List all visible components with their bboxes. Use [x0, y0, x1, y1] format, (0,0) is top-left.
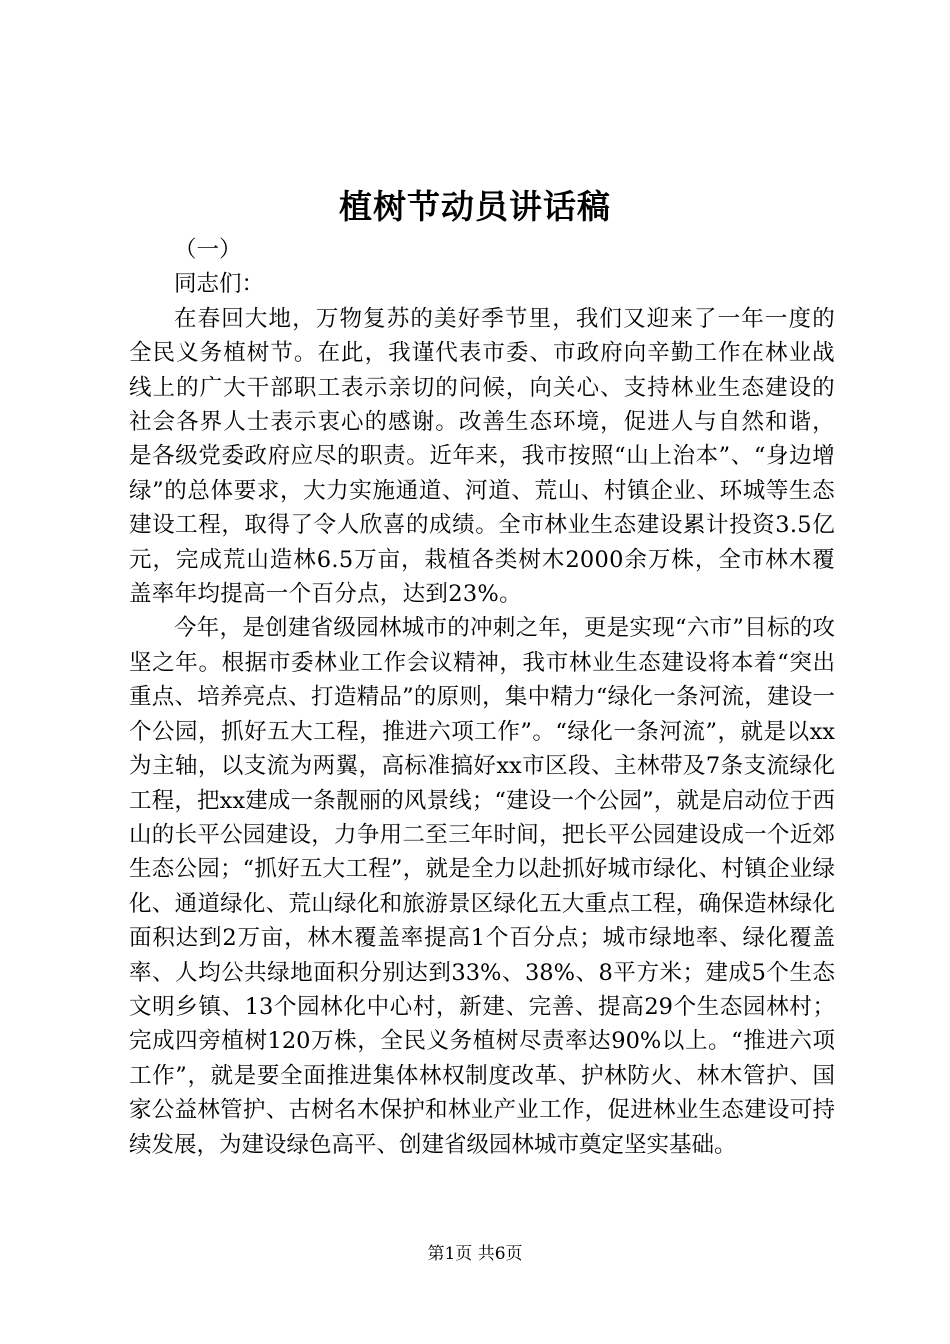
salutation: 同志们： — [174, 271, 265, 298]
document-title: 植树节动员讲话稿 — [339, 187, 611, 226]
paragraph-2: 今年，是创建省级园林城市的冲刺之年，更是实现“六市”目标的攻坚之年。根据市委林业工作会议精神，我市林业生态建设将本着“突出重点、培养亮点、打造精品”的原则，集中精力“绿化一条河流，建设一个公园，抓好五大工程，推进六项工作”。“绿化一条河流”，就是以xx为主轴，以支流为两翼，高标准搞好xx市区段、主林带及7条支流绿化工程，把xx建成一条靓丽的风景线；“建设一个公园”，就是启动位于西山的长平公园建设，力争用二至三年时间，把长平公园建设成一个近郊生态公园；“抓好五大工程”，就是全力以赴抓好城市绿化、村镇企业绿化、通道绿化、荒山绿化和旅游景区绿化五大重点工程，确保造林绿化面积达到2万亩，林木覆盖率提高1个百分点；城市绿地率、绿化覆盖率、人均公共绿地面积分别达到33%、38%、8平方米；建成5个生态文明乡镇、13个园林化中心村，新建、完善、提高29个生态园林村；完成四旁植树120万株，全民义务植树尽责率达90%以上。“推进六项工作”，就是要全面推进集体林权制度改革、护林防火、林木管护、国家公益林管护、古树名木保护和林业产业工作，促进林业生态建设可持续发展，为建设绿色高平、创建省级园林城市奠定坚实基础。 — [129, 615, 835, 1158]
document-body — [129, 233, 835, 1162]
page-footer: 第1页 共6页 — [427, 1244, 523, 1264]
paragraph-1: 在春回大地，万物复苏的美好季节里，我们又迎来了一年一度的全民义务植树节。在此，我谨代表市委、市政府向辛勤工作在林业战线上的广大干部职工表示亲切的问候，向关心、支持林业生态建设的社会各界人士表示衷心的感谢。改善生态环境，促进人与自然和谐，是各级党委政府应尽的职责。近年来，我市按照“山上治本”、“身边增绿”的总体要求，大力实施通道、河道、荒山、村镇企业、环城等生态建设工程，取得了令人欣喜的成绩。全市林业生态建设累计投资3.5亿元，完成荒山造林6.5万亩，栽植各类树木2000余万株，全市林木覆盖率年均提高一个百分点，达到23%。 — [129, 305, 835, 608]
section-marker: （一） — [174, 237, 242, 263]
